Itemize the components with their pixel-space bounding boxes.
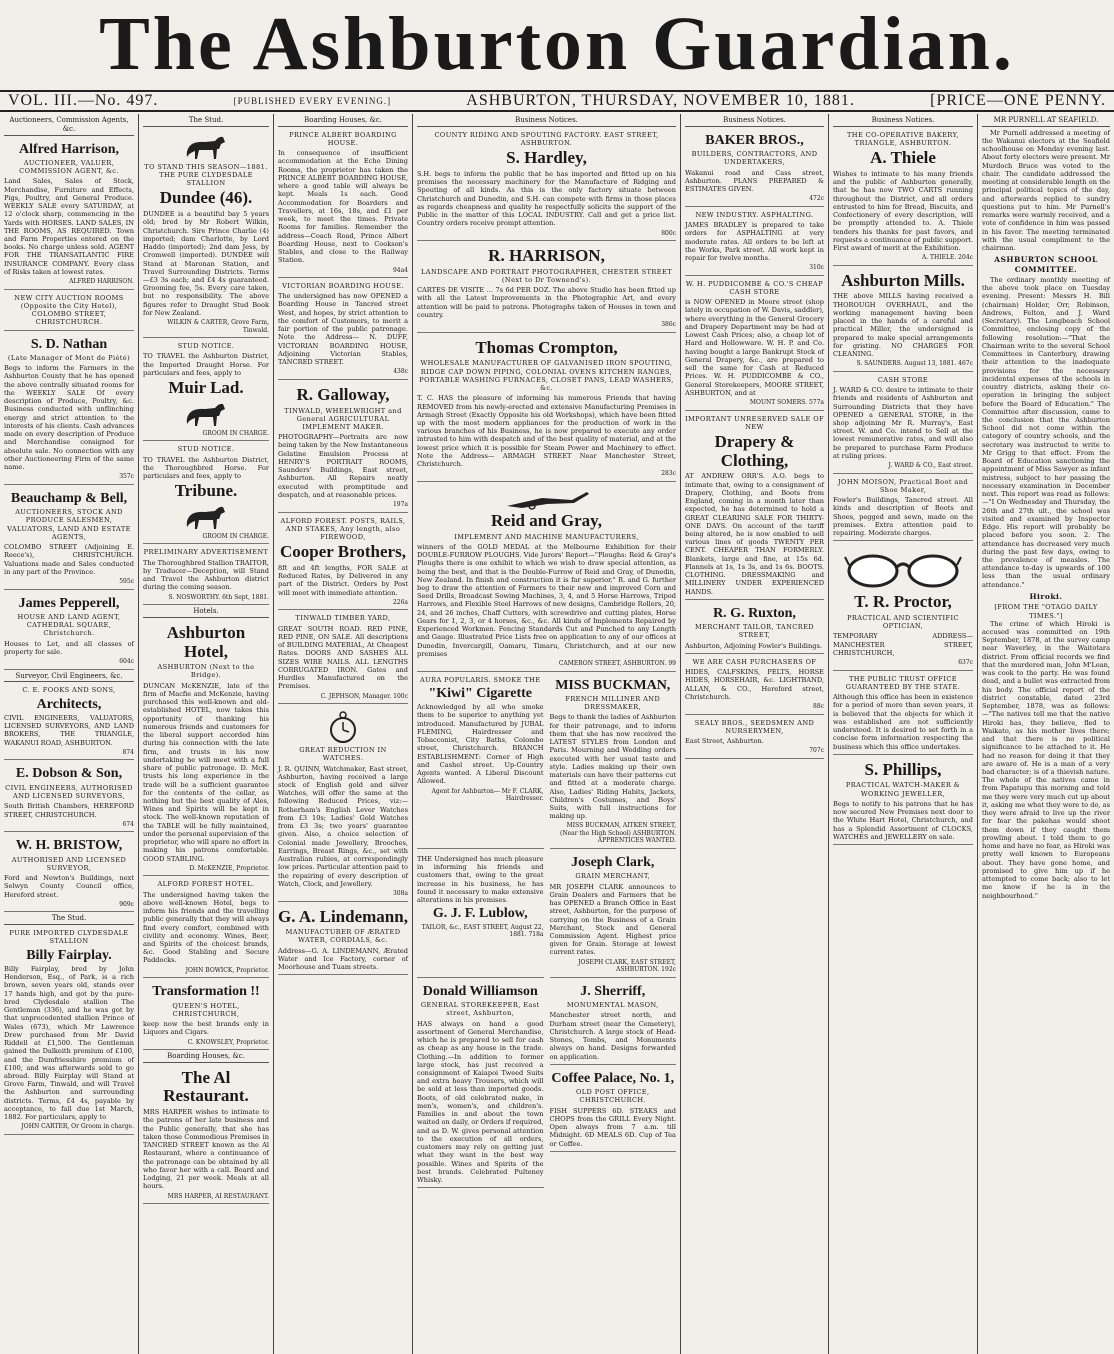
- ad-body: J. R. QUINN, Watchmaker, East street, Ashburton, having received a large stock of English gold and silver Watches, will offer the same at the following Reduced Prices, viz:—Rotherham's English Lever Watches from £3 10s; Ladies' Gold Watches from £3 3s; two years' guarantee given. Also, a choice selection of Colonial made Jewellery, Brooches, Earrings, Breast Rings, &c., set with Australian rubies, at correspondingly low prices. Particular attention paid to the repairing of every description of Watch, Clock, and Jewellery.: [278, 764, 408, 888]
- ad-signature: 283c: [661, 470, 676, 478]
- ad-body: Houses to Let, and all classes of property for sale.: [4, 639, 134, 656]
- ad-title: "Kiwi" Cigarette: [428, 685, 533, 701]
- ad-body: CARTES DE VISITE ... 7s 6d PER DOZ. The above Studio has been fitted up with all the Latest Improvements in the Photographic Art, and every attention will be paid to patrons. Photographs taken of Houses in town and country.: [417, 286, 676, 319]
- ad-body: Ford and Newton's Buildings, next Selwyn County Council office, Hereford street.: [4, 874, 134, 899]
- ad-title: R. G. Ruxton,: [713, 605, 796, 621]
- article-headline: ASHBURTON SCHOOL COMMITTEE.: [994, 255, 1098, 274]
- ad-subtitle: MONUMENTAL MASON,: [566, 1001, 659, 1010]
- masthead: [0, 0, 1114, 88]
- horse-icon: [183, 503, 229, 531]
- ad-title: Reid and Gray,: [491, 510, 602, 530]
- ad-signature: 800c: [661, 229, 676, 237]
- section-heading: The Stud.: [4, 914, 134, 925]
- section-heading: Business Notices.: [417, 116, 676, 127]
- ad-body: Manchester street north, and Durham street (near the Cemetery), Christchurch. A large stock of Head-Stones, Tombs, and Monuments always on hand. Designs forwarded on application.: [549, 1011, 676, 1061]
- advertisement: [550, 1067, 677, 1152]
- ad-subtitle: AUTHORISED AND LICENSED SURVEYOR,: [11, 855, 127, 872]
- advertisement: [685, 602, 824, 654]
- ad-subtitle: SEALY BROS., SEEDSMEN AND NURSERYMEN,: [694, 718, 815, 735]
- ad-subtitle: AUCTIONEER, VALUER, COMMISSION AGENT, &c.: [19, 158, 119, 176]
- ad-signature: JOHN CARTER, Or Groom in charge.: [21, 1123, 134, 1131]
- ad-body: Begs to inform the Farmers in the Ashburton County that he has opened the above centrally situated rooms for the WEEKLY SALE Of every description of Produce, Poultry, &c. Business conducted with unflinching energy and strict attention to the interests of his clients. Cash advances made on every description of Produce and Merchandise consigned for absolute sale. No connection with any other Auctioneering Firm of the same name.: [4, 364, 134, 472]
- ad-signature: 637c: [958, 659, 973, 667]
- advertisement: [143, 878, 269, 978]
- advertisement: [417, 335, 676, 482]
- advertisement: [833, 129, 973, 266]
- ad-body: Wakanui road and Cass street, Ashburton. PLANS PREPARED & ESTIMATES GIVEN.: [685, 168, 824, 194]
- ad-signature: 197a: [392, 501, 408, 509]
- ad-body: Land Sales, Sales of Stock, Merchandise, Furniture and Effects, Pigs, Poultry, and General Produce. WEEKLY SALE every SATURDAY, at 12 o'clock sharp, commencing in the Yards with HORSES. LAND SALES, IN THE ROOMS, AS REQUIRED. Town and Farm Properties entered on the books. No charge unless sold. AGENT FOR THE TRANSATLANTIC FIRE INSURANCE COMPANY. Every class of Risks taken at lowest rates.: [4, 177, 134, 276]
- ad-signature: 438c: [393, 368, 408, 376]
- ad-body: CIVIL ENGINEERS, VALUATORS, LICENSED SURVEYORS, AND LAND BROKERS, THE TRIANGLE, WAKANUI ROAD, ASHBURTON.: [4, 713, 134, 747]
- ad-signature: WILKIN & CARTER, Grove Farm, Tinwald.: [167, 319, 269, 334]
- advertisement: [4, 834, 134, 912]
- ad-signature: GROOM IN CHARGE.: [202, 429, 269, 437]
- advertisement: [143, 443, 269, 544]
- ad-signature: 310c: [809, 264, 824, 272]
- ad-signature: 226a: [392, 598, 408, 606]
- ad-subtitle: MANUFACTURER OF ÆRATED WATER, CORDIALS, &c.: [285, 928, 401, 945]
- ad-title: Joseph Clark,: [571, 854, 655, 870]
- ad-subtitle: NEW INDUSTRY. ASPHALTING.: [695, 210, 814, 219]
- ad-body: Address—G. A. LINDEMANN, Ærated Water and Ice Factory, corner of Moorhouse and Tuam streets.: [278, 946, 408, 972]
- advertisement: [417, 674, 544, 849]
- advertisement: [417, 129, 676, 241]
- advertisement: [278, 706, 408, 901]
- ad-title: Billy Fairplay.: [26, 947, 112, 963]
- ad-subtitle: IMPLEMENT AND MACHINE MANUFACTURERS,: [454, 532, 639, 541]
- ad-title: Donald Williamson: [422, 983, 538, 999]
- ad-title: Coffee Palace, No. 1,: [551, 1070, 675, 1086]
- advertisement: [685, 278, 824, 411]
- section-heading: Surveyor, Civil Engineers, &c.: [4, 672, 134, 683]
- article-headline: Hiroki.: [1029, 591, 1063, 601]
- ad-body: HAS always on hand a good assortment of General Merchandise, which he is prepared to sell for cash as cheap as any house in the trade. Clothing.—In addition to former large stock, has just received a consignment of Kaiapoi Tweed Suits and extra heavy Trousers, which will be sold at less than imported goods. Boots, of old celebrated make, in men's, women's, and children's. Families in and about the town waited on daily, or Orders if required, and as D. W. gives personal attention to the execution of all orders, customers may rely on getting just what they want in the best way possible. Wines and Spirits of the best brands. Celebrated Pulteney Whisky.: [417, 1019, 544, 1185]
- dateline: [0, 90, 1114, 112]
- advertisement: [4, 592, 134, 670]
- ad-title: Alfred Harrison,: [18, 141, 120, 157]
- column-6: [829, 114, 978, 1354]
- ad-title: S. Phillips,: [864, 759, 942, 779]
- advertisement: [4, 333, 134, 485]
- ad-body: Ashburton, Adjoining Fowler's Buildings.: [685, 641, 822, 650]
- ad-subtitle: MERCHANT TAILOR, TANCRED STREET,: [695, 623, 814, 640]
- ad-subtitle: PRACTICAL AND SCIENTIFIC OPTICIAN,: [847, 613, 959, 631]
- advertisement: [4, 927, 134, 1135]
- ad-subtitle: PURE IMPORTED CLYDESDALE STALLION: [9, 929, 129, 946]
- ad-signature: 909c: [119, 900, 134, 908]
- ad-row: [417, 980, 676, 1191]
- advertisement: [4, 292, 134, 331]
- advertisement: [4, 684, 134, 760]
- column-3: [274, 114, 413, 1354]
- advertisement: [685, 129, 824, 207]
- ad-body: TO TRAVEL the Ashburton District, the Thoroughbred Horse. For particulars and fees, apply to: [143, 455, 269, 481]
- ad-body: MRS HARPER wishes to intimate to the patrons of her late business and the Public generally, that she has taken those Commodious Premises in TANCRED STREET known as the Al Restaurant, where a continuance of the patronage can be obtained by all who favor her with a call. Board and Lodging, 21 per week. Meals at all hours.: [143, 1108, 269, 1191]
- ad-title: E. Dobson & Son,: [15, 766, 123, 782]
- advertisement: [417, 243, 676, 333]
- ad-signature: A. THIELE. 204c: [921, 254, 973, 262]
- ad-body: DUNCAN McKENZIE, late of the firm of Macfie and McKenzie, having purchased this well-known and old-established HOTEL, now takes this opportunity of thanking his numerous friends and customers for the liberal support accorded him during his connection with the late firm, and trusts in his now undertaking he will meet with a full share of public patronage. D. McK. trusts his long experience in the trade will be a sufficient guarantee for the contents of the cellar, as nothing but the best quality of Ales, Wines and Spirits will be kept in stock. The well-known reputation of the TABLE will be fully maintained, under the personal supervision of the proprietor, who will spare no effort in making his patrons comfortable. GOOD STABLING.: [143, 681, 269, 863]
- ad-signature: CAMERON STREET, ASHBURTON. 99: [558, 660, 676, 668]
- advertisement: [143, 340, 269, 441]
- ad-title: James Pepperell,: [18, 595, 120, 611]
- ad-subtitle: WE ARE CASH PURCHASERS OF: [692, 657, 817, 666]
- ad-signature: D. McKENZIE, Proprietor.: [189, 864, 269, 872]
- section-heading: Boarding Houses, &c.: [143, 1052, 269, 1063]
- advertisement: [278, 280, 408, 380]
- ad-signature: J. WARD & CO., East street.: [888, 462, 973, 470]
- advertisement: [4, 487, 134, 590]
- ad-signature: S. NOSWORTHY. 6th Sept, 1881.: [168, 593, 269, 601]
- ad-body: FISH SUPPERS 6D. STEAKS and CHOPS from the GRILL Every Night. Open always from 7 a.m. till Midnight. 6D MEALS 6D. Cup of Tea or Coffee.: [549, 1106, 676, 1148]
- ad-subtitle: GREAT REDUCTION IN WATCHES.: [299, 746, 387, 763]
- ad-body: COLOMBO STREET (Adjoining E. Reece's), CHRISTCHURCH. Valuations made and Sales conducted in any part of the Province.: [4, 543, 134, 576]
- ad-title: G. J. F. Lublow,: [432, 906, 528, 922]
- article-text: The crime of which Hiroki is accused was committed on 19th September, 1878, at the survey camp near Waverley, in the Waitotara district. From official records we find that the murdered man, John M'Lean, was cook to the party. He was found dead, and a bullet was extracted from his body. The official report of the district constable, dated 23rd September, 1878, was as follows:—"The natives tell me that the native Hiroki has, they believe, fled to Waikato, as his mother lives there; and that there is no political significance to be attached to it. He had no reason for doing it that they are aware of. He is a man of a very bad character; is of a thievish nature. The whole of the natives came in from Papatupu this morning and told me they were very much cut up about it, asking me what they were to do, as they were afraid to live up the river for fear the pakehas would shoot them down if they caught them prowling about. I told them to go home and have no fear, as Hiroki was pretty well known to Europeans about. They have gone home, and promised to give him up if he attempted to come back; also to let me know if he is in the neighbourhood.": [982, 619, 1110, 900]
- price: [PRICE—ONE PENNY.: [930, 92, 1106, 109]
- ad-signature: 595c: [119, 578, 134, 586]
- ad-signature: JOSEPH CLARK, EAST STREET, ASHBURTON. 192c: [578, 958, 676, 974]
- ad-body: is NOW OPENED in Moore street (shop lately in occupation of W. Davis, saddler), where everything in the General Grocery and Drapery Department may be had at Lowest Cash Prices; also, a cheap lot of Hard and Hollowware. W. H. P. and Co. having bought a large Bankrupt Stock of General Drapery, &c., are prepared to sell the same for Cash at Reduced Prices. W. H. PUDDICOMBE & CO., General Storekeepers, MOORE STREET, ASHBURTON, and at: [685, 298, 824, 397]
- article-text: The ordinary monthly meeting of the above took place on Tuesday evening. Present: Messrs H. Bill (chairman) Holder, Orr, Robinson, Andrews, Felton, and J. Ward (Secretary). The Longbeach School Committee, enclosing copy of the following resolution:—"That the Chairman write to the several School Committees in Canterbury, drawing their attention to the inadequate provisions for the necessary incidental expenses of the schools in country districts, asking their co-operation in bringing the subject before the Board of Education." The Committee after discussion, came to the conclusion that the Ashburton School did not come within the category of country schools, and the secretary was instructed to write to Mr Grigg to that effect. From the Board of Education sanctioning the appointment of Miss Sawyer as infant mistress, subject to her passing the necessary examination in December next. This report was read as follows:—"I On Wednesday and Thursday, the 26th and 27th ult., the school was visited and examined by Inspector Edge. His report will probably be placed before you soon. 2. The attendance has decreased very much during the past few days, owing to the prevalence of measles. The attendance to-day is upwards of 100 less than the usual ordinary attendance.": [982, 276, 1110, 589]
- ad-body: Billy Fairplay, bred by John Henderson, Esq., of Park, is a rich brown, seven years old, stands over 17 hands high, and got by the pure-bred Clydesdale stallion The Gentleman (336), and he was got by that unprecedented stallion Prince of Wales (673), which Mr Lawrence Drew purchased from Mr David Riddell at £1,500. The Gentleman gained the Dalkeith premium of £100, and the Dumfriesshire premium of £100, and was afterwards sold to go abroad. Billy Fairplay will Stand at Grove Farm, Tinwald, and will Travel the Ashburton and surrounding districts. Terms, £4 4s, payable by acceptance, to fall due 1st March, 1882. For particulars, apply to: [4, 964, 134, 1122]
- ad-title: A. Thiele: [870, 148, 936, 168]
- ad-title: Ashburton Hotel,: [166, 622, 246, 661]
- ad-body: HIDES, CALFSKINS, PELTS, HORSE HIDES, HORSEHAIR, &c. LIGHTBAND, ALLAN, & CO., Hereford street, Christchurch.: [685, 668, 824, 701]
- ad-title: Dundee (46).: [159, 188, 253, 208]
- ad-title: The Al Restaurant.: [163, 1067, 249, 1106]
- ad-subtitle: GENERAL STOREKEEPER, East street, Ashburton,: [420, 1001, 540, 1018]
- ad-body: THE Undersigned has much pleasure in informing his friends and customers that, owing to the great increase in his business, he has found it necessary to make extensive alterations in his premises.: [417, 854, 544, 905]
- ad-body: Although this office has been in existence for a period of more than seven years, it is believed that the objects for which it was established are not sufficiently understood. It is desired to set forth in a concise form information respecting the business which this office undertakes.: [833, 693, 973, 751]
- ad-subtitle: (Late Manager of Mont de Piété): [7, 354, 131, 362]
- ad-signature: GROOM IN CHARGE.: [202, 532, 269, 540]
- article-text: Mr Purnell addressed a meeting of the Wakanui electors at the Seafield schoolhouse on Monday evening last. About forty electors were present. Mr Murdoch Bruce was voted to the chair. The candidate addressed the meeting at considerable length on the principal political topics of the day, and afterwards replied to sundry questions put to him. Mr Purnell's remarks were warmly received, and a vote of confidence in him was passed in his favor. The meeting terminated with the usual compliment to the chairman.: [982, 128, 1110, 253]
- ad-body: 8ft and 4ft lengths, FOR SALE at Reduced Rates, by Delivered in any part of the District. Orders by Post will meet with immediate attention.: [278, 564, 408, 597]
- ad-signature: JOHN BOWICK, Proprietor.: [185, 966, 269, 974]
- section-heading: Hotels.: [143, 607, 269, 618]
- column-7: [978, 114, 1114, 1354]
- ad-signature: C. KNOWSLEY, Proprietor.: [187, 1038, 269, 1046]
- advertisement: [833, 543, 973, 670]
- advertisement: [550, 851, 677, 978]
- ad-signature: 707c: [809, 747, 824, 755]
- ad-body: MR JOSEPH CLARK announces to Grain Dealers and Farmers that he has OPENED a Branch Office in East street, Ashburton, for the purpose of carrying on the Business of a Grain Merchant, Stock and General Commission Agent. Highest price given for Grain. Storage at lowest current rates.: [549, 882, 676, 957]
- ad-title: MISS BUCKMAN,: [555, 677, 671, 693]
- ad-body: JAMES BRADLEY is prepared to take orders for ASPHALTING at very moderate rates. All orders to be left at the Works, Park street. All work kept in repair for twelve months.: [685, 221, 824, 262]
- ad-signature: 674: [122, 820, 134, 828]
- horse-icon: [183, 400, 229, 428]
- ad-body: TEMPORARY ADDRESS— MANCHESTER STREET, CHRISTCHURCH,: [833, 632, 973, 657]
- ad-subtitle: THE PUBLIC TRUST OFFICE GUARANTEED BY THE STATE.: [845, 674, 961, 691]
- ad-title: W. H. BRISTOW,: [15, 838, 123, 854]
- ad-subtitle: IMPORTANT UNRESERVED SALE OF NEW: [685, 414, 824, 431]
- ad-subtitle: AURA POPULARIS. SMOKE THE: [419, 675, 541, 684]
- column-1: [0, 114, 139, 1354]
- ad-subtitle: THE CO-OPERATIVE BAKERY, TRIANGLE, ASHBURTON.: [847, 130, 959, 147]
- ad-body: keep now the best brands only in Liquors and Cigars.: [143, 1020, 269, 1037]
- ad-subtitle: PRELIMINARY ADVERTISEMENT: [143, 548, 269, 557]
- ad-subtitle: GRAIN MERCHANT,: [575, 872, 651, 881]
- ad-subtitle: VICTORIAN BOARDING HOUSE.: [282, 282, 404, 290]
- advertisement: [143, 129, 269, 338]
- ad-title: Architects,: [36, 696, 102, 712]
- ad-body: In consequence of insufficient accommodation at the Echo Dining Rooms, the proprietor has taken the PRINCE ALBERT BOARDING HOUSE, where a good table will always be kept. Meals 1s each. Good Accommodation for Boarders and Travellers, at 16s, 18s, and £1 per week, to meet the times. Private Rooms for families. Remember the address—Coach Road, Prince Albert Boarding House, next to Cookson's Stables, and close to the Railway Station.: [278, 149, 408, 265]
- ad-subtitle: OLD POST OFFICE, CHRISTCHURCH.: [575, 1088, 650, 1105]
- ad-subtitle: AUCTIONEERS, STOCK AND PRODUCE SALESMEN, VALUATORS, LAND AND ESTATE AGENTS,: [7, 508, 131, 541]
- ad-subtitle: CASH STORE: [877, 375, 929, 384]
- ad-subtitle: ALFORD FOREST HOTEL.: [157, 880, 255, 889]
- advertisement: [417, 851, 544, 978]
- ad-row: [417, 851, 676, 980]
- advertisement: [833, 268, 973, 372]
- ad-subtitle: ASHBURTON (Next to the Bridge).: [157, 663, 255, 680]
- volume-number: VOL. III.—No. 497.: [8, 92, 159, 109]
- ad-subtitle: FRENCH MILLINER AND DRESSMAKER,: [565, 694, 661, 712]
- advertisement: [685, 413, 824, 600]
- ad-signature: 94a4: [392, 266, 408, 274]
- ad-subtitle: TO STAND THIS SEASON—1881. THE PURE CLYDESDALE STALLION: [144, 162, 268, 188]
- advertisement: [685, 717, 824, 759]
- ad-subtitle: PRACTICAL WATCH-MAKER & WORKING JEWELLER,: [845, 781, 961, 798]
- column-5: [681, 114, 829, 1354]
- advertisement: [833, 673, 973, 755]
- advertisement: [685, 209, 824, 276]
- ad-subtitle: TINWALD TIMBER YARD,: [295, 614, 391, 623]
- ad-signature: C. JEPHSON, Manager. 100c: [320, 692, 408, 700]
- advertisement: [833, 374, 973, 474]
- ad-body: winners of the GOLD MEDAL at the Melbourne Exhibition for their DOUBLE-FURROW PLOUGHS. Vide Jurors' Report—"Ploughs: Reid & Gray's Ploughs there is one exhibit to which we wish to draw special attention, as being the best, and that is the Double-Furrow of Reid and Gray, of Dunedin, New Zealand. In finish and construction it is far superior." R. and G. further beg to draw the attention of Farmers to their new and improved Corn and Seed Drills, Broadcast Sowing Machines, 3, 4, and 5 Horse Harrows, Tripod Harrows, and Flexible Steel Harrows of new designs, Cambridge Rollers, 20, 24, and 26 inches, Chaff Cutters, with screwdrive and cutting plates, Horse Gears for 1, 2, 3, or 4 horses, &c., &c. All kinds of Implements Repaired by Experienced Workmen. Fencing Standards Cut and Punched to any Length and Gauge. Illustrated Price Lists free on application to any of our offices at Dunedin, Invercargill, Oamaru, Timaru, Christchurch, and at our new premises: [417, 542, 676, 658]
- ad-title: T. R. Proctor,: [854, 592, 952, 612]
- ad-body: Wishes to intimate to his many friends and the public of Ashburton generally, that he has now TWO CARTS running throughout the District, and all orders entrusted to him for Bread, Biscuits, and Confectionery of every description, will be promptly attended to. A. Thiele tenders his thanks for past favors, and requests a continuance of public support. First award of merit at the Exhibition.: [833, 169, 973, 253]
- advertisement: [143, 980, 269, 1050]
- ad-subtitle: QUEEN'S HOTEL, CHRISTCHURCH,: [172, 1001, 240, 1018]
- ad-subtitle: STUD NOTICE.: [177, 445, 235, 454]
- advertisement: [417, 980, 544, 1189]
- article-headline: MR PURNELL AT SEAFIELD.: [982, 116, 1110, 127]
- ad-title: Beauchamp & Bell,: [10, 490, 128, 506]
- advertisement: [4, 138, 134, 290]
- ad-title: Cooper Brothers,: [280, 542, 406, 562]
- advertisement: [278, 129, 408, 278]
- ad-body: PHOTOGRAPHY—Portraits are now being taken by the New Instantaneous Gelatine Emulsion Process at HENRY'S PORTRAIT ROOMS, Saunders' Buildings, East street, Ashburton. All Repairs neatly executed with promptitude and despatch, and at reasonable prices.: [278, 433, 408, 499]
- ad-body: Acknowledged by all who smoke them to be superior to anything yet introduced. Manufactured by JUBAL FLEMING, Hairdresser and Tobacconist, City Baths, Colombo street, Christchurch. BRANCH ESTABLISHMENT: Corner of High and Cashel street. Up-Country Agents wanted. A Liberal Discount Allowed.: [417, 703, 544, 786]
- ad-signature: 472c: [809, 195, 824, 203]
- ad-signature: 357c: [119, 473, 134, 481]
- ad-title: Transformation !!: [152, 984, 260, 1000]
- ad-subtitle: BUILDERS, CONTRACTORS, AND UNDERTAKERS,: [691, 150, 818, 167]
- ad-body: J. WARD & CO. desire to intimate to their friends and residents of Ashburton and Surrounding Districts that they have OPENED a GENERAL STORE, in the shop adjoining Mr R. Murray's, East street. W. and Co. intend to Sell at the lowest remunerative rates, and will also be prepared to purchase Farm Produce at ruling prices.: [833, 386, 973, 460]
- ad-signature: 604c: [119, 658, 134, 666]
- ad-body: Begs to notify to his patrons that he has now secured New Premises next door to the White Hart Hotel, Christchurch, and has a Splendid Assortment of CLOCKS, WATCHES and JEWELLERY on sale.: [833, 799, 973, 841]
- ad-body: Fowler's Buildings, Tancred street. All kinds and description of Boots and Shoes, pegged and sewn, made on the premises. Extra attention paid to repairing. Moderate charges.: [833, 496, 973, 538]
- ad-body: East Street, Ashburton.: [685, 737, 764, 746]
- ad-signature: 874: [122, 748, 134, 756]
- ad-subtitle: C. E. FOOKS AND SONS,: [22, 686, 116, 695]
- ad-title: Muir Lad.: [168, 378, 244, 398]
- advertisement: [833, 476, 973, 542]
- horse-icon: [183, 133, 229, 161]
- advertisement: [278, 515, 408, 611]
- ad-row: [417, 674, 676, 851]
- ad-signature: MRS HARPER, AI RESTAURANT.: [167, 1192, 269, 1200]
- ad-body: THE above MILLS having received a THOROUGH OVERHAUL, and the working management having been placed in the hands of a careful and practical Miller, the undersigned is prepared to make special arrangements for gristing. NO CHARGES FOR CLEANING.: [833, 292, 973, 359]
- ad-subtitle: JOHN MOISON, Practical Boot and Shoe Maker,: [837, 477, 969, 494]
- advertisement: [417, 484, 676, 672]
- section-heading: Boarding Houses, &c.: [278, 116, 408, 127]
- ad-title: J. Sherriff,: [580, 983, 646, 999]
- advertisement: [278, 904, 408, 976]
- advertisement: [143, 1065, 269, 1204]
- ad-subtitle: STUD NOTICE.: [177, 342, 235, 351]
- ad-signature: 88c: [813, 703, 824, 711]
- ad-body: South British Chambers, HEREFORD STREET, CHRISTCHURCH.: [4, 802, 134, 819]
- ad-signature: 308a: [392, 890, 408, 898]
- column-2: [139, 114, 274, 1354]
- ad-signature: MISS BUCKMAN, AITKEN STREET, (Near the High School) ASHBURTON. APPRENTICES WANTED.: [560, 822, 676, 845]
- section-heading: Auctioneers, Commission Agents, &c.: [4, 116, 134, 136]
- advertisement: [143, 620, 269, 877]
- ad-title: Ashburton Mills.: [841, 270, 965, 290]
- ad-title: R. Galloway,: [296, 384, 390, 404]
- ad-signature: 386c: [661, 321, 676, 329]
- ad-signature: S. SAUNDERS. August 13, 1881. 467c: [856, 360, 973, 368]
- ad-title: Drapery & Clothing,: [714, 431, 795, 470]
- ad-body: Begs to thank the ladies of Ashburton for their patronage, and to inform them that she has now received the LATEST STYLES from London and Paris. Mourning and Wedding orders executed with her usual taste and style. Ladies making up their own materials can have their patterns cut and fitted at a moderate charge. Also, Ladies' Riding Habits, Jackets, Children's Costumes, and Boys' Suits, with full instructions for making up.: [549, 713, 676, 821]
- ad-body: S.H. begs to inform the public that he has imported and fitted up on his premises the necessary machinery for the Manufacture of Ridging and Spouting of all kinds. As this is the only factory situate between Christchurch and Dunedin, and S.H. can compete with firms in those places as regards cheapness and quality he respectfully solicits the support of the Public in the matter of this LOCAL INDUSTRY. Call and get a price list. Country orders receive prompt attention.: [417, 169, 676, 228]
- ad-signature: Agent for Ashburton— Mr F. CLARK, Hairdresser.: [431, 787, 544, 803]
- section-heading: The Stud.: [143, 116, 269, 127]
- ad-signature: ALFRED HARRISON.: [69, 278, 134, 286]
- advertisement: [278, 612, 408, 704]
- publication-frequency: [PUBLISHED EVERY EVENING.]: [233, 96, 392, 106]
- advertisement: [143, 546, 269, 605]
- ad-subtitle: W. H. PUDDICOMBE & CO.'S CHEAP CASH STORE: [685, 279, 824, 296]
- ad-body: The undersigned having taken the above well-known Hotel, begs to inform his friends and the travelling public generally that they will always find every comfort, combined with civility and economy. Wines, Beer, and Spirits of the choicest brands, &c. Good Stabling and Secure Paddocks.: [143, 890, 269, 965]
- newspaper-title: The Ashburton Guardian.: [99, 2, 1015, 86]
- ad-title: G. A. Lindemann,: [278, 906, 408, 926]
- ad-title: BAKER BROS.,: [705, 132, 804, 148]
- ad-title: S. D. Nathan: [30, 336, 108, 352]
- section-heading: Business Notices.: [833, 116, 973, 127]
- advertisement: [278, 382, 408, 513]
- advertisement: [685, 656, 824, 715]
- section-heading: Business Notices.: [685, 116, 824, 127]
- ad-signature: MOUNT SOMERS. 577a: [749, 399, 824, 406]
- ad-body: T. C. HAS the pleasure of informing his numerous Friends that having REMOVED from his newly-erected and extensive Manufacturing Premises in Armagh Street (Exactly Opposite his old Workshops), which have been fitted up with the most modern appliances for the production of work in the various branches of his Business, he is now prepared to execute any order intrusted to him with despatch and of the best quality of material, and at the lowest price which it is possible for Steam Power and Machinery to effect. Note the Address— ARMAGH STREET Near Manchester Street, Christchurch.: [417, 394, 676, 469]
- ad-body: The undersigned has now OPENED a Boarding House in Tancred street West, and hopes, by strict attention to the comfort of Customers, to merit a fair portion of the public patronage. Note the Address— N. DUFF, VICTORIAN BOARDING HOUSE, Adjoining Victorian Stables, TANCRED STREET.: [278, 292, 408, 367]
- ad-body: AT ANDREW ORR'S. A.O. begs to intimate that, owing to a consignment of Drapery, Clothing, and Boots from England, coming in a month later than expected, he has determined to hold a GREAT CLEARING SALE FOR THIRTY-ONE DAYS. On account of the tariff being altered, he is now enabled to sell various lines of goods TWENTY PER CENT. CHEAPER THAN FORMERLY. Blankets, large and fine, at 15s 6d. Flannels at 1s, 1s 3s, and 1s 6s. BOOTS. CLOTHING. DRESSMAKING and MILLINERY UNDER EXPERIENCED HANDS.: [685, 472, 824, 596]
- ad-stack: [550, 980, 677, 1191]
- ad-subtitle: PRINCE ALBERT BOARDING HOUSE.: [289, 130, 397, 147]
- watch-icon: [328, 710, 358, 744]
- ad-subtitle: LANDSCAPE AND PORTRAIT PHOTOGRAPHER, CHESTER STREET (Next to Dr Townend's).: [421, 267, 672, 284]
- ad-subtitle: COUNTY RIDING AND SPOUTING FACTORY. EAST STREET, ASHBURTON.: [434, 130, 659, 147]
- article-source: [FROM THE "OTAGO DAILY TIMES."]: [994, 603, 1098, 620]
- ad-title: Thomas Crompton,: [475, 337, 618, 357]
- columns: [0, 114, 1114, 1354]
- column-4: [413, 114, 681, 1354]
- plough-icon: [502, 488, 592, 510]
- ad-subtitle: ALFORD FOREST. POSTS, RAILS, AND STAKES, Any length, also FIREWOOD,: [280, 516, 406, 542]
- ad-subtitle: HOUSE AND LAND AGENT, CATHEDRAL SQUARE, Christchurch.: [17, 612, 121, 638]
- ad-subtitle: CIVIL ENGINEERS, AUTHORISED AND LICENSED SURVEYORS,: [5, 783, 133, 801]
- advertisement: [4, 762, 134, 832]
- advertisement: [550, 674, 677, 849]
- ad-subtitle: WHOLESALE MANUFACTURER OF GALVANISED IRON SPOUTING, RIDGE CAP DOWN PIPING, COLONIAL OVENS KITCHEN RANGES, PORTABLE WASHING FURNACES, CLOSET PANS, LEAD WASHERS, &c.: [419, 359, 674, 393]
- ad-body: GREAT SOUTH ROAD. RED PINE, RED PINE, ON SALE. All descriptions of BUILDING MATERIAL, At Cheapest Rates. DOORS AND SASHES ALL SIZES WIRE NAILS. ALL LENGTHS CORRUGATED IRON. Gates and Hurdles Manufactured on the Premises.: [278, 624, 408, 691]
- ad-body: TO TRAVEL the Ashburton District, the Imported Draught Horse. For particulars and fees, apply to: [143, 352, 269, 377]
- ad-subtitle: TINWALD, WHEELWRIGHT and General AGRICULTURAL IMPLEMENT MAKER.: [284, 406, 402, 431]
- ad-title: Tribune.: [174, 481, 238, 501]
- ad-title: R. HARRISON,: [488, 246, 605, 266]
- ad-signature: TAILOR, &c., EAST STREET, August 22, 1881. 718a: [421, 923, 544, 939]
- advertisement: [550, 980, 677, 1065]
- advertisement: [833, 757, 973, 845]
- place-and-date: ASHBURTON, THURSDAY, NOVEMBER 10, 1881.: [466, 92, 855, 109]
- ad-title: S. Hardley,: [506, 148, 587, 168]
- ad-subtitle: NEW CITY AUCTION ROOMS (Opposite the City Hotel), COLOMBO STREET, CHRISTCHURCH.: [14, 293, 124, 327]
- ad-body: The Thoroughbred Stallion TRAITOR, by Traducer—Deception, will Stand and Travel the Ashburton district during the coming season.: [143, 558, 270, 592]
- ad-body: DUNDEE is a beautiful bay 5 years old; bred by Mr Robert Wilkin, Christchurch. Sire Prince Charlie (4) imported; dam Charlotte, by Lord Haddo (imported); 2nd dam Jess, by Cromwell (imported). DUNDEE will Stand at Maronan Station, and Travel Surrounding Districts. Terms—£3 3s each; and £4 4s guaranteed. Grooming fee, 5s. Every care taken, but no responsibility. The above figures refer to Draught Stud Book for New Zealand.: [143, 210, 269, 317]
- spectacles-icon: [843, 549, 963, 589]
